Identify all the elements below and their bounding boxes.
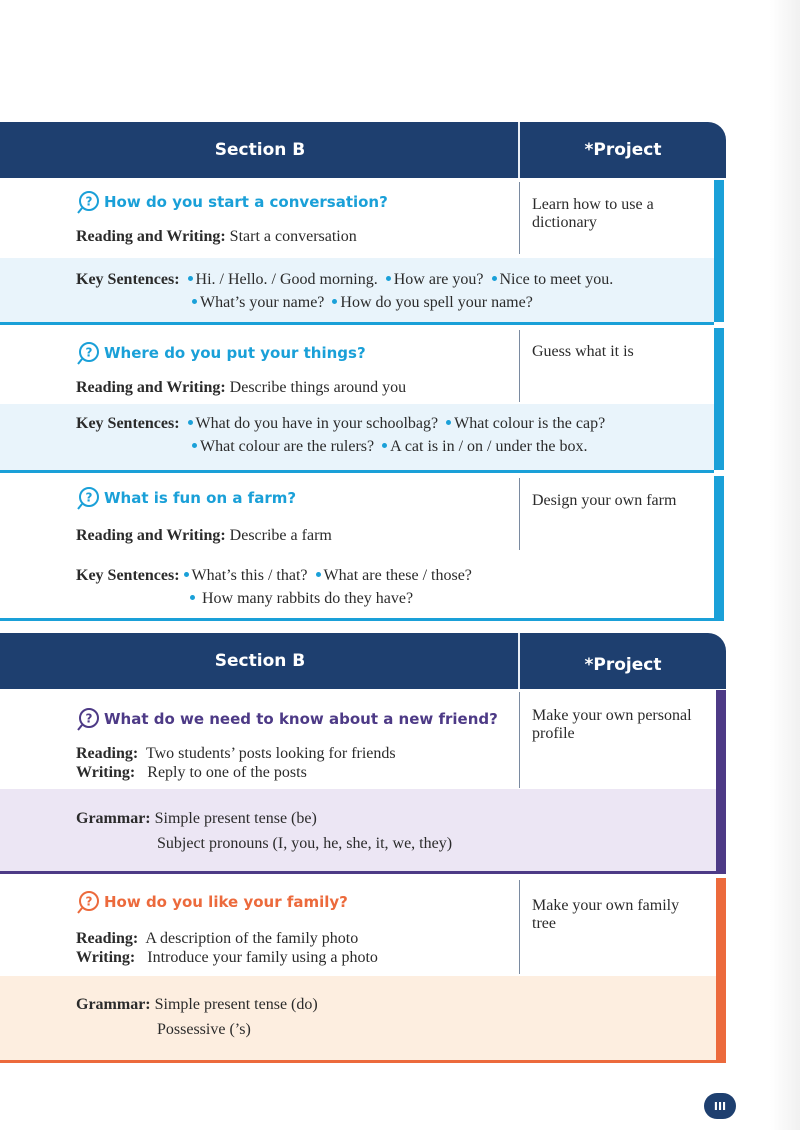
question-mark-icon [76,486,100,510]
value: Start a conversation [229,228,357,245]
writing-line [76,948,378,968]
column-divider [519,692,520,788]
table1-header [0,122,726,178]
sentence: A cat is in / on / under the box. [390,438,588,455]
column-divider [519,880,520,974]
reading-writing-line [76,227,357,247]
row-divider [0,871,726,874]
question-text: What is fun on a farm? [104,489,297,507]
question-text: How do you like your family? [104,893,348,911]
value: Simple present tense (be) [154,810,317,827]
label: Writing: [76,764,136,781]
project-text: Learn how to use a dictionary [532,196,654,231]
table2-header [0,633,726,689]
value: Simple present tense (do) [154,996,318,1013]
bullet-icon [492,276,497,281]
question-mark-icon [76,890,100,914]
grammar-line1 [76,995,318,1015]
row-divider [0,1060,726,1063]
writing-line [76,763,307,783]
label: Grammar: [76,810,151,827]
label: Writing: [76,949,136,966]
row-accent-bar [714,328,724,470]
bullet-icon [184,572,189,577]
row-divider [0,322,714,325]
key-sentences-line2 [186,589,413,609]
row-divider [0,618,714,621]
question-text: What do we need to know about a new friend? [104,710,498,728]
sentence: How are you? [393,271,484,288]
grammar-line2: Subject pronouns (I, you, he, she, it, we, they) [157,835,453,852]
question-text: Where do you put your things? [104,344,366,362]
sentence: What do you have in your schoolbag? [195,415,439,432]
label: Reading and Writing: [76,527,226,544]
reading-writing-line [76,526,332,546]
key-sentences-line2 [188,293,533,313]
key-sentences-line1 [76,414,605,434]
svg-text:?: ? [85,490,93,505]
value: A description of the family photo [145,930,359,947]
question-heading [76,341,366,365]
project-text: Make your own family tree [532,897,680,932]
reading-writing-line [76,378,406,398]
label: Key Sentences: [76,415,180,432]
row-accent-bar [716,878,726,1063]
sentence: How many rabbits do they have? [202,590,414,607]
section-heading: Section B [214,140,306,160]
label: Reading: [76,930,139,947]
reading-line [76,744,396,764]
key-sentences-line1 [76,270,613,290]
project-heading: *Project [584,655,662,675]
bullet-icon [382,443,387,448]
svg-text:?: ? [85,894,93,909]
row-divider [0,470,714,473]
sentence: What colour is the cap? [454,415,606,432]
sentence: What colour are the rulers? [200,438,375,455]
sentence: What are these / those? [323,567,472,584]
bullet-icon [192,299,197,304]
label: Reading and Writing: [76,379,226,396]
bullet-icon [386,276,391,281]
bullet-icon [446,420,451,425]
grammar-line1 [76,809,317,829]
bullet-icon [332,299,337,304]
label: Reading: [76,745,139,762]
svg-text:?: ? [85,194,93,209]
sentence: What’s this / that? [191,567,308,584]
question-heading [76,707,498,731]
svg-text:?: ? [85,345,93,360]
grammar-band [0,976,716,1060]
page-number: III [704,1093,736,1119]
section-heading: Section B [214,651,306,671]
question-heading [76,890,348,914]
row-accent-bar [714,476,724,621]
value: Describe a farm [229,527,332,544]
project-text: Make your own personal profile [532,707,692,742]
value: Describe things around you [229,379,407,396]
sentence: Hi. / Hello. / Good morning. [195,271,378,288]
key-sentences-line1 [76,566,472,586]
page-edge [770,0,800,1130]
label: Key Sentences: [76,271,180,288]
question-mark-icon [76,707,100,731]
label: Grammar: [76,996,151,1013]
sentence: How do you spell your name? [340,294,533,311]
value: Introduce your family using a photo [147,949,378,966]
project-text: Guess what it is [532,343,634,360]
reading-line [76,929,358,949]
question-heading [76,486,296,510]
project-text: Design your own farm [532,492,677,509]
question-mark-icon [76,190,100,214]
key-sentences-line2 [188,437,587,457]
bullet-icon [316,572,321,577]
column-divider [519,478,520,550]
column-divider [519,330,520,402]
svg-text:?: ? [85,711,93,726]
value: Reply to one of the posts [147,764,307,781]
label: Key Sentences: [76,567,180,584]
bullet-icon [188,420,193,425]
question-heading [76,190,388,214]
sentence: Nice to meet you. [499,271,614,288]
question-mark-icon [76,341,100,365]
value: Two students’ posts looking for friends [145,745,396,762]
bullet-icon [190,595,195,600]
bullet-icon [188,276,193,281]
column-divider [519,182,520,254]
label: Reading and Writing: [76,228,226,245]
grammar-line2: Possessive (’s) [157,1021,251,1038]
grammar-band [0,789,716,871]
sentence: What’s your name? [200,294,325,311]
row-accent-bar [716,690,726,874]
bullet-icon [192,443,197,448]
row-accent-bar [714,180,724,322]
question-text: How do you start a conversation? [104,193,388,211]
project-heading: *Project [584,140,662,160]
